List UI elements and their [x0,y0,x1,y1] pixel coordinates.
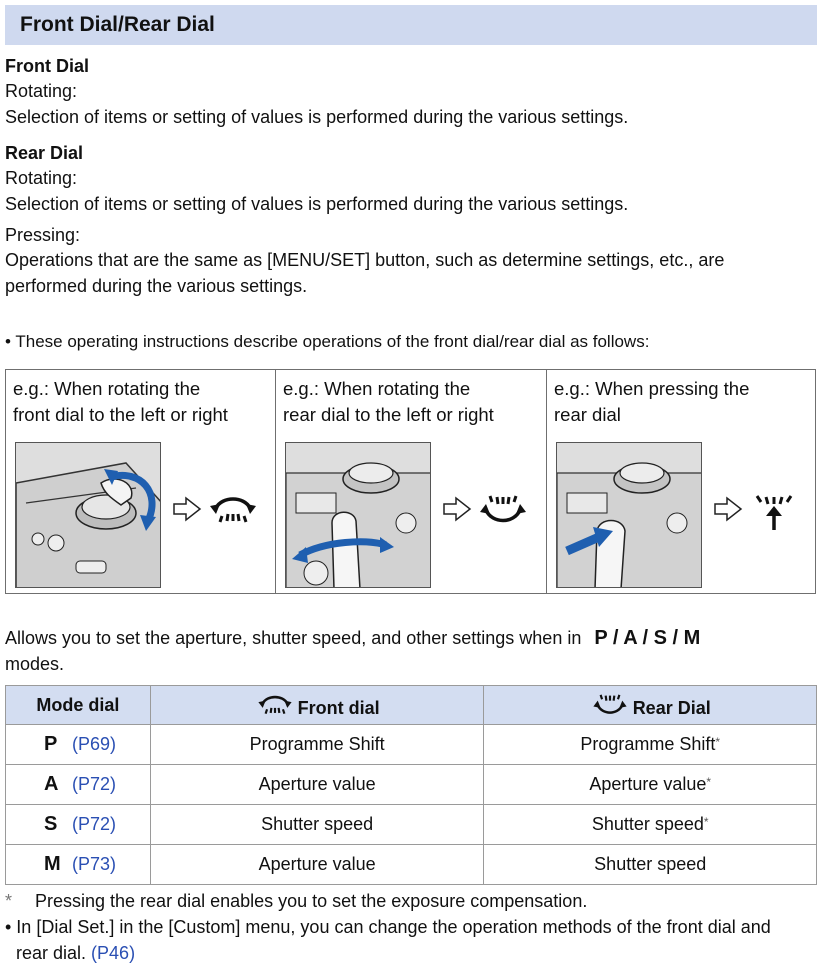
header-rear-dial: Rear Dial [484,686,817,725]
page-ref-link[interactable]: (P73) [72,854,117,874]
front-dial-function: Programme Shift [150,725,484,765]
arrow-right-icon [442,496,472,527]
example-caption: e.g.: When rotating the rear dial to the left or right [283,378,494,425]
rear-dial-function: Shutter speed [484,845,817,885]
example-caption: e.g.: When rotating the front dial to the left or right [13,378,228,425]
camera-rear-press-illustration [556,442,702,588]
front-dial-heading: Front Dial [5,56,89,76]
dial-set-note-line-2: rear dial. (P46) [16,943,136,963]
front-dial-rotating-desc: Selection of items or setting of values is performed during the various settings. [5,107,629,127]
rear-dial-rotating-label: Rotating: [5,168,78,188]
example-caption: e.g.: When pressing the rear dial [554,378,750,425]
example-rear-press [547,370,815,593]
front-dial-rotating-label: Rotating: [5,81,78,101]
page-ref-link[interactable]: (P72) [72,814,117,834]
rear-dial-function: Programme Shift* [484,725,817,765]
front-dial-icon [210,492,256,533]
arrow-right-icon [713,496,743,527]
rear-dial-pressing-label: Pressing: [5,225,81,245]
mode-letter: S [44,813,58,835]
camera-rear-dial-illustration [285,442,431,588]
section-title: Front Dial/Rear Dial [20,13,215,36]
table-row [6,725,817,765]
rear-dial-function: Aperture value* [484,765,817,805]
table-row [6,765,817,805]
mode-dial-table [5,685,817,885]
arrow-right-icon [172,496,202,527]
table-row [6,845,817,885]
rear-dial-pressing-desc-1: Operations that are the same as [MENU/SET] button, such as determine settings, etc., are [5,250,725,270]
header-front-dial: Front dial [150,686,484,725]
modes-intro-line-2: modes. [5,654,65,674]
instructions-note: • These operating instructions describe operations of the front dial/rear dial as follows: [5,332,650,351]
mode-letter: M [44,853,61,875]
camera-front-dial-illustration [15,442,161,588]
front-dial-icon [255,692,295,718]
section-header [5,5,817,45]
footnote-mark: * [5,891,13,911]
modes-intro-line-1: Allows you to set the aperture, shutter speed, and other settings when in P / A / S / M [5,627,701,649]
header-mode-dial: Mode dial [6,686,151,725]
rear-dial-rotating-desc: Selection of items or setting of values is performed during the various settings. [5,194,629,214]
front-dial-function: Aperture value [150,765,484,805]
rear-dial-press-icon [751,492,797,537]
table-row [6,805,817,845]
mode-letter: P [44,733,58,755]
front-dial-function: Aperture value [150,845,484,885]
table-header-row [6,686,817,725]
front-dial-function: Shutter speed [150,805,484,845]
page-ref-link[interactable]: (P46) [91,943,136,963]
page-ref-link[interactable]: (P69) [72,734,117,754]
mode-letter: A [44,773,59,795]
rear-dial-heading: Rear Dial [5,143,84,163]
page-ref-link[interactable]: (P72) [72,774,117,794]
modes-list: P / A / S / M [594,627,701,649]
rear-dial-icon [480,492,526,533]
rear-dial-pressing-desc-2: performed during the various settings. [5,276,308,296]
rear-dial-function: Shutter speed* [484,805,817,845]
examples-panel [5,369,816,594]
example-front-rotate [6,370,276,593]
rear-dial-icon [590,692,630,718]
dial-set-note-line-1: • In [Dial Set.] in the [Custom] menu, you can change the operation methods of the front dial and [5,917,771,937]
footnote: * Pressing the rear dial enables you to set the exposure compensation. [5,891,588,911]
example-rear-rotate [276,370,547,593]
